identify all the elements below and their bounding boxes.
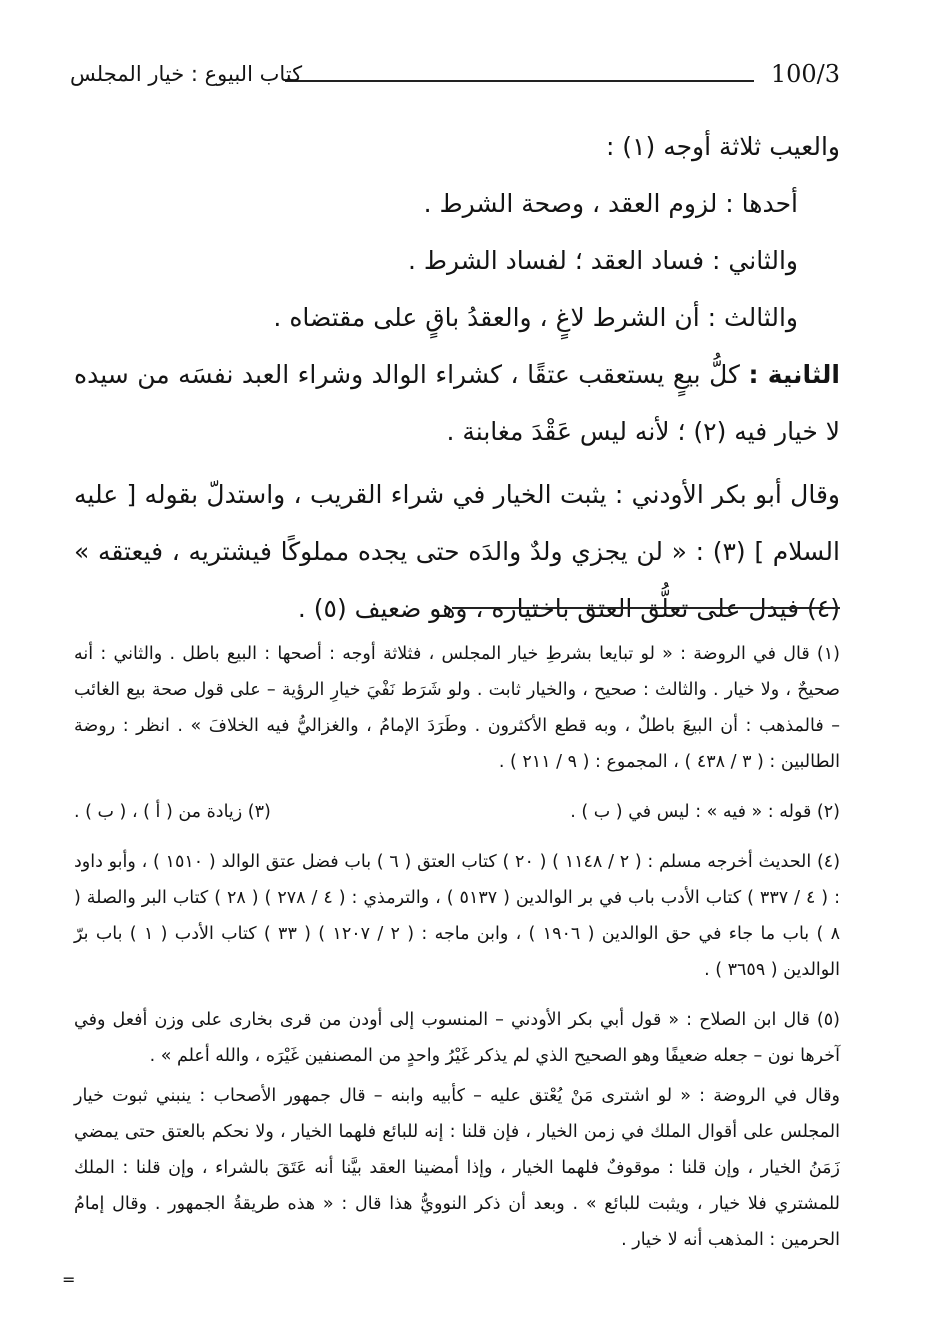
- footnotes: [74, 636, 840, 1272]
- footnote-5: (٥) قال ابن الصلاح : « قول أبي بكر الأودني – المنسوب إلى أودن من قرى بخارى على وزن أفعل وفي آخرها نون – جعله ضعيفًا وهو الصحيح الذي لم يذكر غَيْرُ واحدٍ من المصنفين غَيْرَه ، والله أعلم » .: [74, 1010, 840, 1066]
- paragraph-third-aspect: والثالث : أن الشرط لاغٍ ، والعقدُ باقٍ على مقتضاه .: [273, 303, 798, 332]
- header-rule: [285, 80, 754, 82]
- paragraph-second-aspect: والثاني : فساد العقد ؛ لفساد الشرط .: [407, 246, 798, 275]
- footnote-row-2-3: [74, 794, 840, 830]
- paragraph-first-aspect: أحدها : لزوم العقد ، وصحة الشرط .: [423, 189, 798, 218]
- paragraph-second-issue: [74, 346, 840, 460]
- footnote-4: (٤) الحديث أخرجه مسلم : ( ٢ / ١١٤٨ ) ( ٢٠ ) كتاب العتق ( ٦ ) باب فضل عتق الوالد ( ١٥١٠ ) ، وأبو داود : ( ٤ / ٣٣٧ ) كتاب الأدب باب في بر الوالدين ( ٥١٣٧ ) ، والترمذي : ( ٤ / ٢٧٨ ) ( ٢٨ ) كتاب البر والصلة ( ٨ ) باب ما جاء في حق الوالدين ( ١٩٠٦ ) ، وابن ماجه : ( ٢ / ١٢٠٧ ) ( ٣٣ ) كتاب الأدب ( ١ ) باب برّ الوالدين ( ٣٦٥٩ ) .: [74, 852, 841, 980]
- bold-lead-heading: الثانية :: [748, 360, 840, 389]
- footnote-1: (١) قال في الروضة : « لو تبايعا بشرطِ خيار المجلس ، فثلاثة أوجه : أصحها : البيع باطل . والثاني : أنه صحيحٌ ، ولا خيار . والثالث : صحيح ، والخيار ثابت . ولو شَرَط نَفْيَ خيارِ الرؤية – على قول صحة بيع الغائب – فالمذهب : أن البيعَ باطلٌ ، وبه قطع الأكثرون . وطَرَدَ الإمامُ ، والغزاليُّ فيه الخلافَ » . انظر : روضة الطالبين : ( ٣ / ٤٣٨ ) ، المجموع : ( ٩ / ٢١١ ) .: [74, 644, 840, 772]
- main-text: [74, 118, 840, 637]
- continuation-mark: =: [62, 1270, 76, 1289]
- page-number: 100/3: [770, 60, 840, 88]
- page-header: [70, 60, 840, 98]
- footnote-3: (٣) زيادة من ( أ ) ، ( ب ) .: [74, 802, 271, 822]
- footnote-2: (٢) قوله : « فيه » : ليس في ( ب ) .: [570, 802, 840, 822]
- paragraph-defects: والعيب ثلاثة أوجه (١) :: [605, 132, 840, 161]
- footnote-5-continuation: وقال في الروضة : « لو اشترى مَنْ يُعْتق عليه – كأبيه وابنه – قال جمهور الأصحاب : ينبني ثبوت خيار المجلس على أقوال الملك في زمن الخيار ، فإن قلنا : إنه للبائع فلهما الخيار ، ولا نحكم بالعتق حتى يمضي زَمَنُ الخيار ، وإن قلنا : موقوفٌ فلهما الخيار ، وإذا أمضينا العقد بيَّنا أنه عَتَقَ بالشراء ، وإن قلنا : الملك للمشتري فلا خيار ، ويثبت للبائع » . وبعد أن ذكر النوويُّ هذا قال : « هذه طريقةُ الجمهور . وقال إمامُ الحرمين : المذهب أنه لا خيار .: [74, 1086, 840, 1250]
- footnote-separator: [452, 607, 840, 609]
- second-issue-text: كلُّ بيعٍ يستعقب عتقًا ، كشراء الوالد وشراء العبد نفسَه من سيده لا خيار فيه (٢) ؛ لأنه ليس عَقْدَ مغابنة .: [74, 360, 840, 446]
- running-title: كتاب البيوع : خيار المجلس: [70, 62, 303, 86]
- paragraph-awdani: وقال أبو بكر الأودني : يثبت الخيار في شراء القريب ، واستدلّ بقوله [ عليه السلام ] (٣) : « لن يجزي ولدٌ والدَه حتى يجده مملوكًا فيشتريه ، فيعتقه » (٤) فيدل على تعلُّق العتق باختياره ، وهو ضعيف (٥) .: [74, 480, 840, 623]
